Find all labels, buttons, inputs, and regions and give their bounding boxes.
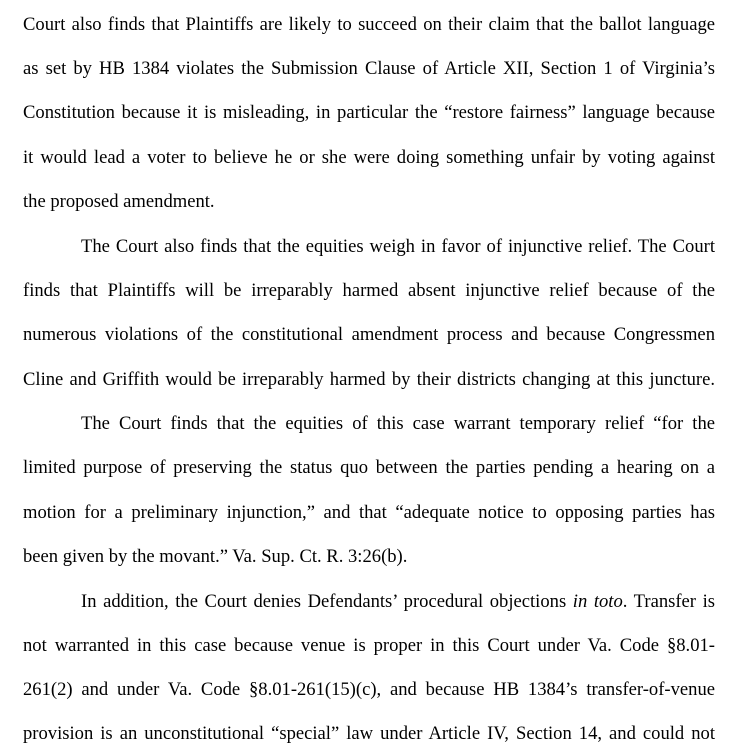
text-line-with-italic bbox=[81, 591, 715, 613]
text-line: as set by HB 1384 violates the Submission Clause of Article XII, Section 1 of Virginia’s bbox=[23, 58, 715, 79]
text-line: not warranted in this case because venue is proper in this Court under Va. Code §8.01- bbox=[23, 635, 715, 656]
text-line: motion for a preliminary injunction,” and that “adequate notice to opposing parties has bbox=[23, 502, 715, 523]
text-line: The Court finds that the equities of this case warrant temporary relief “for the bbox=[81, 413, 715, 434]
text-line: limited purpose of preserving the status quo between the parties pending a hearing on a bbox=[23, 457, 715, 478]
italic-phrase: in toto bbox=[572, 591, 623, 612]
text-line: 261(2) and under Va. Code §8.01-261(15)(c), and because HB 1384’s transfer-of-venue bbox=[23, 679, 715, 700]
text-run: In addition, the Court denies Defendants’ procedural objections bbox=[81, 591, 573, 612]
text-run: . Transfer is bbox=[622, 591, 715, 612]
text-line: Constitution because it is misleading, in particular the “restore fairness” language because bbox=[23, 102, 715, 123]
text-line: Court also finds that Plaintiffs are likely to succeed on their claim that the ballot language bbox=[23, 14, 715, 35]
text-line: The Court also finds that the equities weigh in favor of injunctive relief. The Court bbox=[81, 236, 715, 257]
text-line: it would lead a voter to believe he or she were doing something unfair by voting against bbox=[23, 147, 715, 168]
text-line: finds that Plaintiffs will be irreparably harmed absent injunctive relief because of the bbox=[23, 280, 715, 301]
text-line: been given by the movant.” Va. Sup. Ct. R. 3:26(b). bbox=[23, 546, 408, 567]
text-line: provision is an unconstitutional “special” law under Article IV, Section 14, and could not bbox=[23, 723, 715, 744]
text-line: Cline and Griffith would be irreparably harmed by their districts changing at this juncture. bbox=[23, 369, 715, 390]
text-line: numerous violations of the constitutional amendment process and because Congressmen bbox=[23, 324, 715, 345]
text-line: the proposed amendment. bbox=[23, 191, 215, 212]
